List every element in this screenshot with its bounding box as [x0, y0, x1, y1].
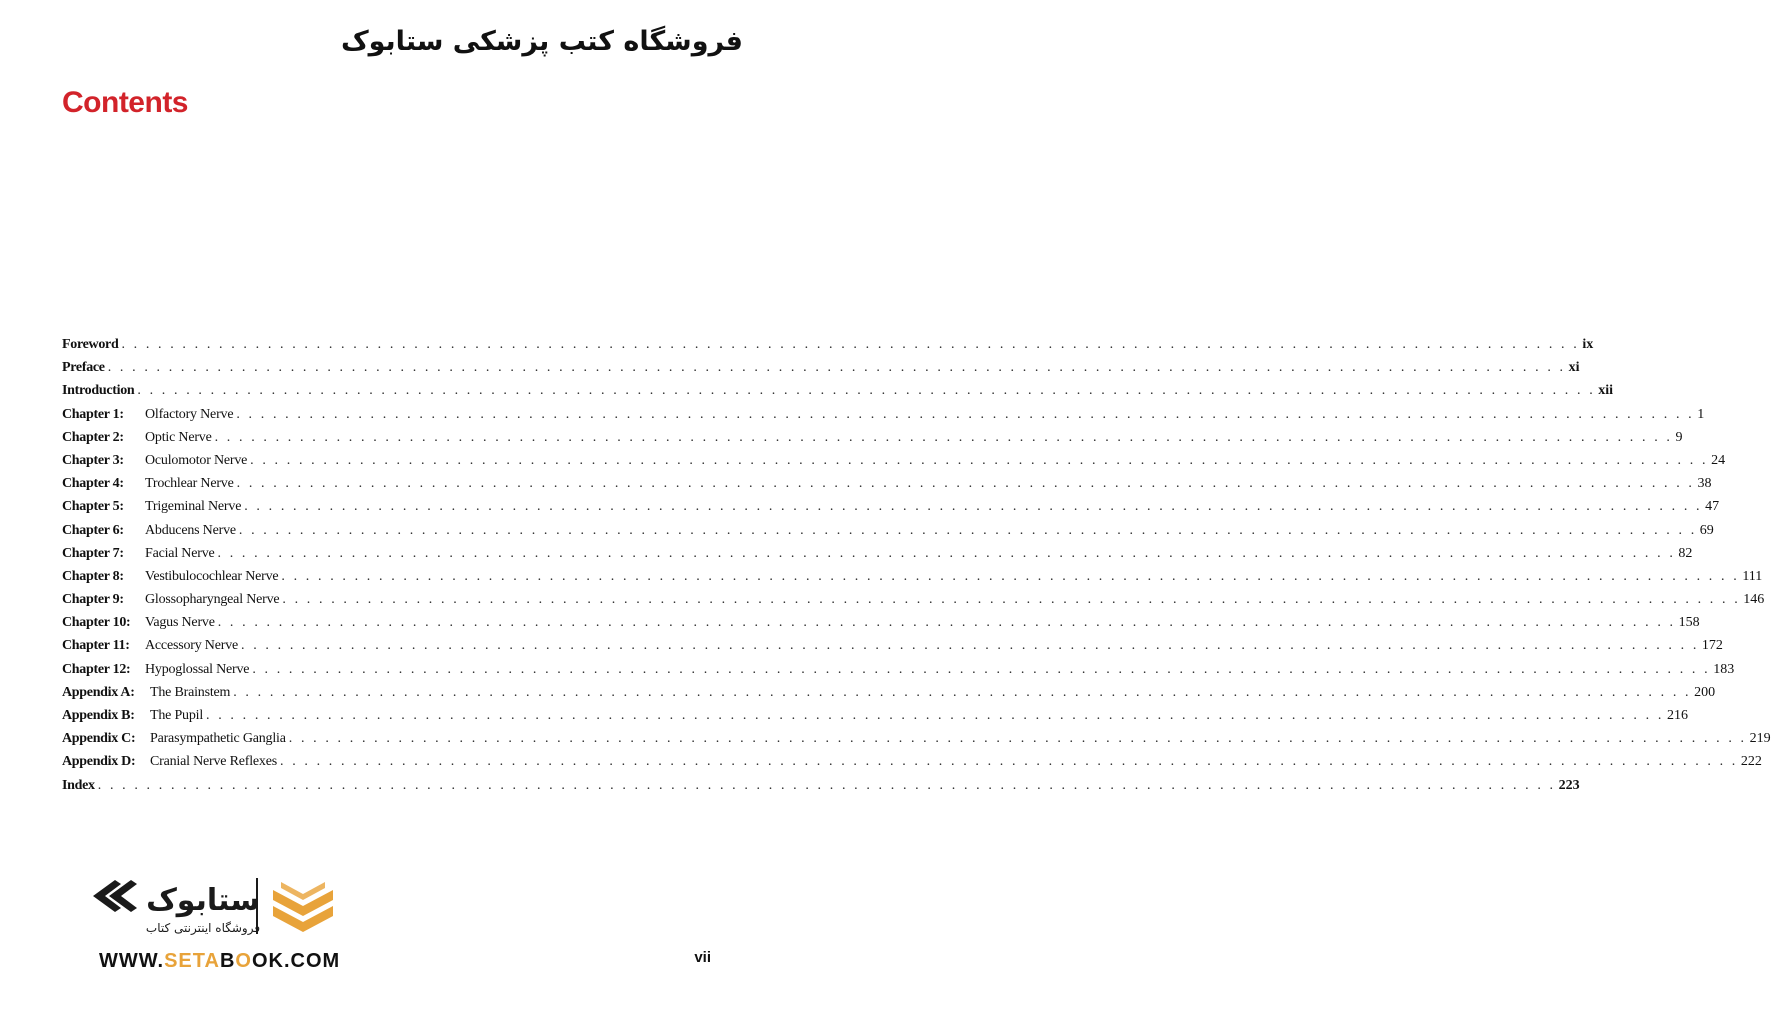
toc-entry-title: The Brainstem — [150, 684, 231, 700]
toc-entry-title: Parasympathetic Ganglia — [150, 731, 286, 747]
toc-entry[interactable] — [62, 472, 1712, 495]
toc-entry-title: Trochlear Nerve — [145, 476, 234, 492]
toc-entry-title: Facial Nerve — [145, 545, 215, 561]
toc-entry-label: Chapter 10: — [62, 615, 131, 631]
logo-tagline: فروشگاه اینترنتی کتاب — [145, 921, 261, 935]
toc-entry[interactable] — [62, 611, 1700, 634]
layered-chevron-icon — [273, 882, 333, 932]
toc-entry-page: 223 — [1558, 777, 1580, 793]
toc-entry-label: Index — [62, 777, 95, 793]
toc-entry-label: Chapter 6: — [62, 522, 124, 538]
toc-entry[interactable] — [62, 495, 1720, 518]
website-url-part: WWW. — [99, 950, 165, 972]
toc-entry-label: Preface — [62, 360, 105, 376]
toc-entry[interactable] — [62, 403, 1705, 426]
toc-entry-title: Vagus Nerve — [145, 615, 215, 631]
toc-entry[interactable] — [62, 333, 1594, 356]
website-url[interactable] — [99, 950, 340, 973]
toc-entry-title: Cranial Nerve Reflexes — [150, 754, 277, 770]
toc-dot-leader: . . . . . . . . . . . . . . . . . . . . . . . . . . . . . . . . . . . . . . . . . . . . . . . . . . . . . . . . . . . . . . . . . . . . . . . . . . . . . . . . . . . . . . . . . . . . . . . . . . . . . . . . . . . . . . . . . . . . . . . . — [233, 684, 1692, 700]
website-url-accent: O — [235, 950, 252, 972]
toc-entry[interactable] — [62, 379, 1614, 402]
toc-entry-page: 146 — [1743, 592, 1765, 608]
toc-entry-page: 47 — [1705, 499, 1720, 515]
toc-entry[interactable] — [62, 426, 1683, 449]
toc-entry-title: Abducens Nerve — [145, 522, 236, 538]
toc-entry-title: Vestibulocochlear Nerve — [145, 568, 279, 584]
toc-dot-leader: . . . . . . . . . . . . . . . . . . . . . . . . . . . . . . . . . . . . . . . . . . . . . . . . . . . . . . . . . . . . . . . . . . . . . . . . . . . . . . . . . . . . . . . . . . . . . . . . . . . . . . . . . . . . . . . . . . . . . . . . — [217, 545, 1676, 561]
toc-entry[interactable] — [62, 519, 1714, 542]
toc-entry-page: 219 — [1749, 731, 1771, 747]
toc-entry-page: 183 — [1713, 661, 1735, 677]
toc-entry[interactable] — [62, 727, 1771, 750]
page-number: vii — [694, 949, 711, 966]
toc-dot-leader: . . . . . . . . . . . . . . . . . . . . . . . . . . . . . . . . . . . . . . . . . . . . . . . . . . . . . . . . . . . . . . . . . . . . . . . . . . . . . . . . . . . . . . . . . . . . . . . . . . . . . . . . . . . . . . . . . . . . . . . . — [97, 777, 1556, 793]
toc-entry-label: Chapter 11: — [62, 638, 130, 654]
toc-dot-leader: . . . . . . . . . . . . . . . . . . . . . . . . . . . . . . . . . . . . . . . . . . . . . . . . . . . . . . . . . . . . . . . . . . . . . . . . . . . . . . . . . . . . . . . . . . . . . . . . . . . . . . . . . . . . . . . . . . . . . . . . — [244, 499, 1703, 515]
toc-entry[interactable] — [62, 774, 1580, 797]
toc-dot-leader: . . . . . . . . . . . . . . . . . . . . . . . . . . . . . . . . . . . . . . . . . . . . . . . . . . . . . . . . . . . . . . . . . . . . . . . . . . . . . . . . . . . . . . . . . . . . . . . . . . . . . . . . . . . . . . . . . . . . . . . . — [282, 592, 1741, 608]
toc-entry-label: Chapter 12: — [62, 661, 131, 677]
toc-entry-title: Hypoglossal Nerve — [145, 661, 250, 677]
toc-entry-page: xii — [1598, 383, 1614, 399]
toc-dot-leader: . . . . . . . . . . . . . . . . . . . . . . . . . . . . . . . . . . . . . . . . . . . . . . . . . . . . . . . . . . . . . . . . . . . . . . . . . . . . . . . . . . . . . . . . . . . . . . . . . . . . . . . . . . . . . . . . . . . . . . . . — [241, 638, 1699, 654]
toc-entry-page: 200 — [1694, 684, 1716, 700]
toc-entry-page: ix — [1582, 337, 1594, 352]
toc-entry[interactable] — [62, 658, 1735, 681]
toc-entry[interactable] — [62, 750, 1762, 773]
toc-dot-leader: . . . . . . . . . . . . . . . . . . . . . . . . . . . . . . . . . . . . . . . . . . . . . . . . . . . . . . . . . . . . . . . . . . . . . . . . . . . . . . . . . . . . . . . . . . . . . . . . . . . . . . . . . . . . . . . . . . . . . . . . — [236, 476, 1695, 492]
toc-entry-page: 1 — [1697, 406, 1705, 422]
toc-entry-page: 216 — [1666, 708, 1688, 723]
toc-entry-title: Accessory Nerve — [145, 638, 239, 654]
toc-entry-page: 24 — [1711, 452, 1726, 468]
toc-entry-page: 38 — [1697, 476, 1712, 492]
toc-entry-label: Chapter 2: — [62, 429, 124, 445]
toc-entry[interactable] — [62, 449, 1726, 472]
website-url-part: B — [219, 950, 236, 972]
toc-entry-label: Introduction — [62, 383, 135, 399]
toc-entry-title: Olfactory Nerve — [145, 406, 234, 422]
toc-entry-page: 172 — [1701, 638, 1723, 654]
website-url-accent: SETA — [164, 950, 220, 972]
toc-entry[interactable] — [62, 704, 1688, 727]
toc-dot-leader: . . . . . . . . . . . . . . . . . . . . . . . . . . . . . . . . . . . . . . . . . . . . . . . . . . . . . . . . . . . . . . . . . . . . . . . . . . . . . . . . . . . . . . . . . . . . . . . . . . . . . . . . . . . . . . . . . . . . . . . . — [281, 568, 1740, 584]
toc-dot-leader: . . . . . . . . . . . . . . . . . . . . . . . . . . . . . . . . . . . . . . . . . . . . . . . . . . . . . . . . . . . . . . . . . . . . . . . . . . . . . . . . . . . . . . . . . . . . . . . . . . . . . . . . . . . . . . . . . . . . . . . . — [238, 522, 1697, 538]
toc-dot-leader: . . . . . . . . . . . . . . . . . . . . . . . . . . . . . . . . . . . . . . . . . . . . . . . . . . . . . . . . . . . . . . . . . . . . . . . . . . . . . . . . . . . . . . . . . . . . . . . . . . . . . . . . . . . . . . . . . . . . . . . . — [250, 452, 1709, 468]
toc-entry-title: Trigeminal Nerve — [145, 499, 242, 515]
toc-entry-page: 69 — [1699, 522, 1714, 538]
toc-entry-label: Chapter 1: — [62, 406, 124, 422]
toc-entry-label: Chapter 5: — [62, 499, 124, 515]
toc-dot-leader: . . . . . . . . . . . . . . . . . . . . . . . . . . . . . . . . . . . . . . . . . . . . . . . . . . . . . . . . . . . . . . . . . . . . . . . . . . . . . . . . . . . . . . . . . . . . . . . . . . . . . . . . . . . . . . . . . . . . . . . . — [236, 406, 1695, 422]
store-banner-title: فروشگاه کتب پزشکی ستابوک — [340, 26, 743, 57]
toc-dot-leader: . . . . . . . . . . . . . . . . . . . . . . . . . . . . . . . . . . . . . . . . . . . . . . . . . . . . . . . . . . . . . . . . . . . . . . . . . . . . . . . . . . . . . . . . . . . . . . . . . . . . . . . . . . . . . . . . . . . . . . . . — [288, 731, 1747, 747]
toc-entry[interactable] — [62, 356, 1580, 379]
toc-dot-leader: . . . . . . . . . . . . . . . . . . . . . . . . . . . . . . . . . . . . . . . . . . . . . . . . . . . . . . . . . . . . . . . . . . . . . . . . . . . . . . . . . . . . . . . . . . . . . . . . . . . . . . . . . . . . . . . . . . . . . . . . — [107, 360, 1566, 376]
toc-dot-leader: . . . . . . . . . . . . . . . . . . . . . . . . . . . . . . . . . . . . . . . . . . . . . . . . . . . . . . . . . . . . . . . . . . . . . . . . . . . . . . . . . . . . . . . . . . . . . . . . . . . . . . . . . . . . . . . . . . . . . . . . — [217, 615, 1676, 631]
toc-entry-page: 158 — [1678, 615, 1700, 631]
toc-dot-leader: . . . . . . . . . . . . . . . . . . . . . . . . . . . . . . . . . . . . . . . . . . . . . . . . . . . . . . . . . . . . . . . . . . . . . . . . . . . . . . . . . . . . . . . . . . . . . . . . . . . . . . . . . . . . . . . . . . . . . . . . — [214, 429, 1673, 445]
toc-entry-label: Chapter 8: — [62, 568, 124, 584]
toc-entry-label: Appendix C: — [62, 731, 136, 747]
website-url-part: OK.COM — [251, 950, 341, 972]
toc-entry[interactable] — [62, 542, 1693, 565]
toc-dot-leader: . . . . . . . . . . . . . . . . . . . . . . . . . . . . . . . . . . . . . . . . . . . . . . . . . . . . . . . . . . . . . . . . . . . . . . . . . . . . . . . . . . . . . . . . . . . . . . . . . . . . . . . . . . . . . . . . . . . . . . . . — [280, 754, 1738, 770]
toc-dot-leader: . . . . . . . . . . . . . . . . . . . . . . . . . . . . . . . . . . . . . . . . . . . . . . . . . . . . . . . . . . . . . . . . . . . . . . . . . . . . . . . . . . . . . . . . . . . . . . . . . . . . . . . . . . . . . . . . . . . . . . . . — [137, 383, 1596, 399]
toc-entry[interactable] — [62, 634, 1723, 657]
toc-entry-page: 222 — [1740, 754, 1762, 770]
toc-entry-label: Chapter 4: — [62, 476, 124, 492]
table-of-contents — [62, 333, 1771, 797]
toc-entry-title: The Pupil — [150, 708, 204, 723]
logo-brand-text: ستابوک — [146, 883, 260, 918]
setabook-logo — [85, 872, 345, 942]
toc-dot-leader: . . . . . . . . . . . . . . . . . . . . . . . . . . . . . . . . . . . . . . . . . . . . . . . . . . . . . . . . . . . . . . . . . . . . . . . . . . . . . . . . . . . . . . . . . . . . . . . . . . . . . . . . . . . . . . . . . . . . . . . . — [252, 661, 1711, 677]
toc-entry-label: Chapter 3: — [62, 452, 124, 468]
toc-dot-leader: . . . . . . . . . . . . . . . . . . . . . . . . . . . . . . . . . . . . . . . . . . . . . . . . . . . . . . . . . . . . . . . . . . . . . . . . . . . . . . . . . . . . . . . . . . . . . . . . . . . . . . . . . . . . . . . . . . . . . . . . — [206, 708, 1664, 723]
toc-entry-title: Oculomotor Nerve — [145, 452, 248, 468]
toc-entry[interactable] — [62, 565, 1763, 588]
toc-entry[interactable] — [62, 681, 1716, 704]
page-title: Contents — [62, 86, 188, 119]
toc-entry-label: Appendix B: — [62, 708, 135, 723]
toc-entry[interactable] — [62, 588, 1765, 611]
toc-entry-page: 82 — [1678, 545, 1693, 561]
toc-entry-label: Appendix A: — [62, 684, 135, 700]
toc-entry-label: Appendix D: — [62, 754, 136, 770]
toc-entry-title: Glossopharyngeal Nerve — [145, 592, 280, 608]
toc-entry-page: 9 — [1675, 429, 1683, 445]
toc-dot-leader: . . . . . . . . . . . . . . . . . . . . . . . . . . . . . . . . . . . . . . . . . . . . . . . . . . . . . . . . . . . . . . . . . . . . . . . . . . . . . . . . . . . . . . . . . . . . . . . . . . . . . . . . . . . . . . . . . . . . . . . . — [121, 337, 1580, 352]
toc-entry-page: 111 — [1742, 568, 1763, 584]
toc-entry-label: Chapter 9: — [62, 592, 124, 608]
toc-entry-title: Optic Nerve — [145, 429, 212, 445]
toc-entry-label: Chapter 7: — [62, 545, 124, 561]
toc-entry-page: xi — [1568, 360, 1580, 376]
toc-entry-label: Foreword — [62, 337, 119, 352]
